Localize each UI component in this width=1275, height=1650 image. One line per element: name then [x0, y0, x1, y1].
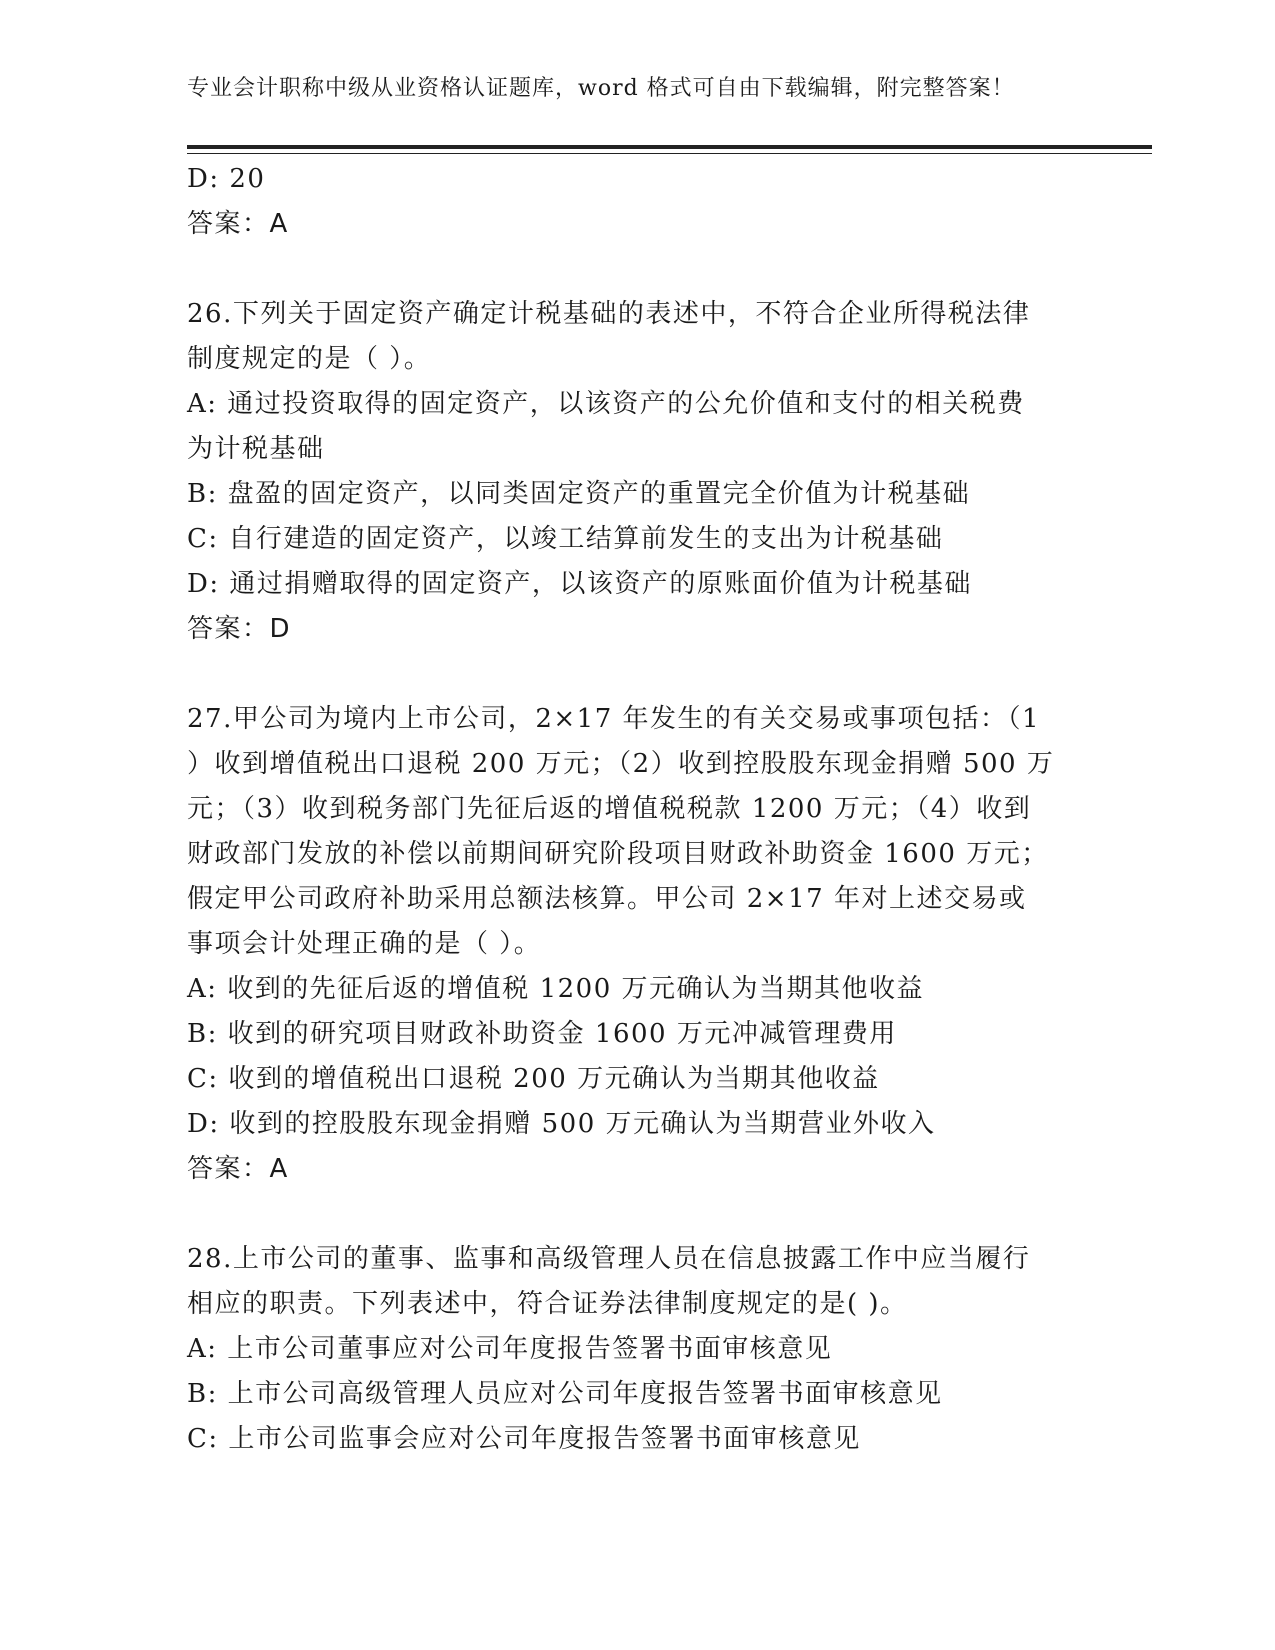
q28-option-b: B: 上市公司高级管理人员应对公司年度报告签署书面审核意见	[187, 1379, 943, 1409]
q26-option-a-line2: 为计税基础	[187, 434, 325, 464]
q28-stem-line2: 相应的职责。下列表述中，符合证券法律制度规定的是( )。	[187, 1289, 908, 1319]
header-rule-thick	[187, 145, 1152, 149]
q27-stem-line5: 假定甲公司政府补助采用总额法核算。甲公司 2×17 年对上述交易或	[187, 884, 1027, 914]
header-rule-thin	[187, 153, 1152, 154]
q28-stem-line1: 28.上市公司的董事、监事和高级管理人员在信息披露工作中应当履行	[187, 1244, 1031, 1274]
page-header: 专业会计职称中级从业资格认证题库，word 格式可自由下载编辑，附完整答案！	[187, 76, 1015, 101]
q26-option-d: D: 通过捐赠取得的固定资产，以该资产的原账面价值为计税基础	[187, 569, 972, 599]
q27-stem-line4: 财政部门发放的补偿以前期间研究阶段项目财政补助资金 1600 万元；	[187, 839, 1049, 869]
q26-stem-line2: 制度规定的是（ ）。	[187, 344, 432, 374]
q27-stem-line6: 事项会计处理正确的是（ ）。	[187, 929, 542, 959]
q27-option-b: B: 收到的研究项目财政补助资金 1600 万元冲减管理费用	[187, 1019, 897, 1049]
q27-stem-line1: 27.甲公司为境内上市公司，2×17 年发生的有关交易或事项包括：（1	[187, 704, 1041, 734]
q26-option-a-line1: A: 通过投资取得的固定资产，以该资产的公允价值和支付的相关税费	[187, 389, 1025, 419]
q26-option-c: C: 自行建造的固定资产，以竣工结算前发生的支出为计税基础	[187, 524, 944, 554]
q27-answer: 答案：A	[187, 1154, 289, 1184]
q26-stem-line1: 26.下列关于固定资产确定计税基础的表述中，不符合企业所得税法律	[187, 299, 1031, 329]
q26-answer: 答案：D	[187, 614, 292, 644]
spacer	[187, 1192, 1087, 1237]
q27-option-a: A: 收到的先征后返的增值税 1200 万元确认为当期其他收益	[187, 974, 924, 1004]
q25-option-d: D: 20	[187, 164, 266, 194]
q27-stem-line3: 元；（3）收到税务部门先征后返的增值税税款 1200 万元；（4）收到	[187, 794, 1032, 824]
q25-answer: 答案：A	[187, 209, 289, 239]
question-content	[187, 157, 1087, 1462]
spacer	[187, 652, 1087, 697]
q27-option-c: C: 收到的增值税出口退税 200 万元确认为当期其他收益	[187, 1064, 880, 1094]
q28-option-c: C: 上市公司监事会应对公司年度报告签署书面审核意见	[187, 1424, 861, 1454]
q28-option-a: A: 上市公司董事应对公司年度报告签署书面审核意见	[187, 1334, 833, 1364]
q27-option-d: D: 收到的控股股东现金捐赠 500 万元确认为当期营业外收入	[187, 1109, 936, 1139]
spacer	[187, 247, 1087, 292]
q27-stem-line2: ）收到增值税出口退税 200 万元；（2）收到控股股东现金捐赠 500 万	[187, 749, 1055, 779]
q26-option-b: B: 盘盈的固定资产，以同类固定资产的重置完全价值为计税基础	[187, 479, 971, 509]
